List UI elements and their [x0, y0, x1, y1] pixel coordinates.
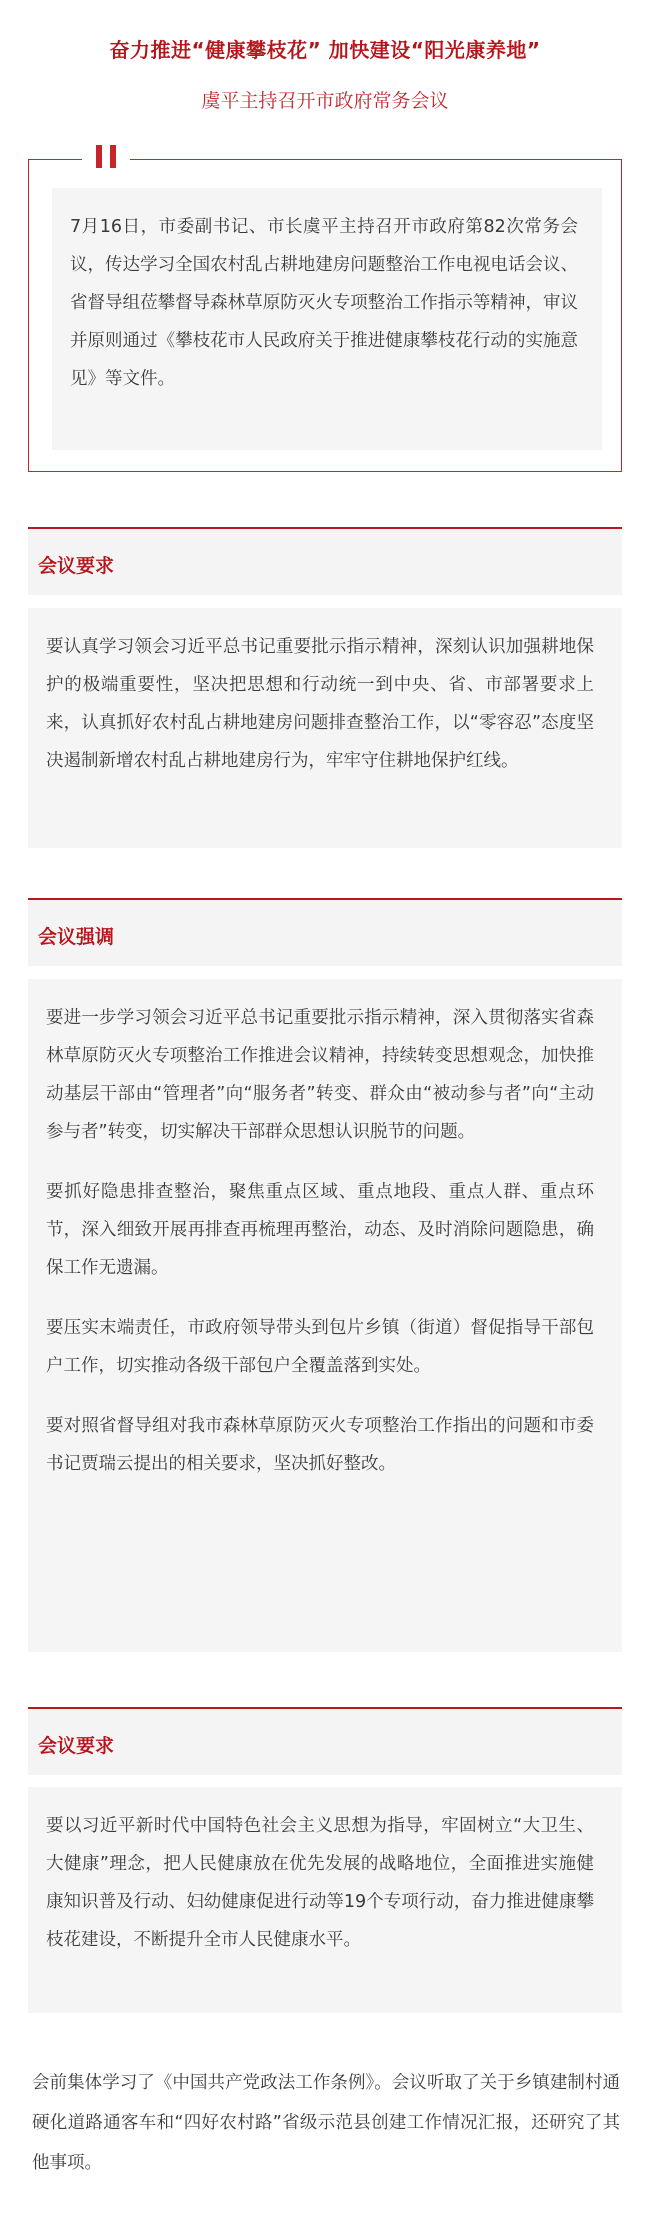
intro-paragraph: 7月16日，市委副书记、市长虞平主持召开市政府第82次常务会议，传达学习全国农村乱占耕地建房问题整治工作电视电话会议、省督导组莅攀督导森林草原防灭火专项整治工作指示等精神，审议并原则通过《攀枝花市人民政府关于推进健康攀枝花行动的实施意见》等文件。 [70, 217, 578, 389]
quote-bars-icon [82, 145, 130, 173]
section-paragraph: 要压实末端责任，市政府领导带头到包片乡镇（街道）督促指导干部包户工作，切实推动各级干部包户全覆盖落到实处。 [46, 1318, 594, 1376]
section-paragraph: 要对照省督导组对我市森林草原防灭火专项整治工作指出的问题和市委书记贾瑞云提出的相关要求，坚决抓好整改。 [46, 1416, 594, 1474]
section-paragraph: 要认真学习领会习近平总书记重要批示指示精神，深刻认识加强耕地保护的极端重要性，坚决把思想和行动统一到中央、省、市部署要求上来，认真抓好农村乱占耕地建房问题排查整治工作，以“零容忍”态度坚决遏制新增农村乱占耕地建房行为，牢牢守住耕地保护红线。 [46, 637, 594, 771]
section-card-requirements-2 [28, 1787, 622, 2013]
article-headline: 奋力推进“健康攀枝花” 加快建设“阳光康养地” [109, 38, 541, 62]
section-card-requirements-1 [28, 608, 622, 848]
section-title: 会议要求 [38, 1735, 115, 1757]
section-card-emphasis [28, 979, 622, 1652]
section-paragraph: 要进一步学习领会习近平总书记重要批示指示精神，深入贯彻落实省森林草原防灭火专项整治工作推进会议精神，持续转变思想观念，加快推动基层干部由“管理者”向“服务者”转变、群众由“被动参与者”向“主动参与者”转变，切实解决干部群众思想认识脱节的问题。 [46, 1008, 594, 1142]
section-header-requirements-1 [28, 527, 622, 595]
closing-paragraph: 会前集体学习了《中国共产党政法工作条例》。会议听取了关于乡镇建制村通硬化道路通客车和“四好农村路”省级示范县创建工作情况汇报，还研究了其他事项。 [32, 2073, 620, 2173]
section-header-emphasis [28, 898, 622, 966]
intro-card [52, 188, 602, 450]
section-header-requirements-2 [28, 1707, 622, 1775]
section-title: 会议要求 [38, 555, 115, 577]
article-subhead: 虞平主持召开市政府常务会议 [201, 90, 449, 112]
section-title: 会议强调 [38, 926, 115, 948]
section-paragraph: 要以习近平新时代中国特色社会主义思想为指导，牢固树立“大卫生、大健康”理念，把人民健康放在优先发展的战略地位，全面推进实施健康知识普及行动、妇幼健康促进行动等19个专项行动，奋力推进健康攀枝花建设，不断提升全市人民健康水平。 [46, 1816, 594, 1950]
section-paragraph: 要抓好隐患排查整治，聚焦重点区域、重点地段、重点人群、重点环节，深入细致开展再排查再梳理再整治，动态、及时消除问题隐患，确保工作无遗漏。 [46, 1182, 594, 1278]
